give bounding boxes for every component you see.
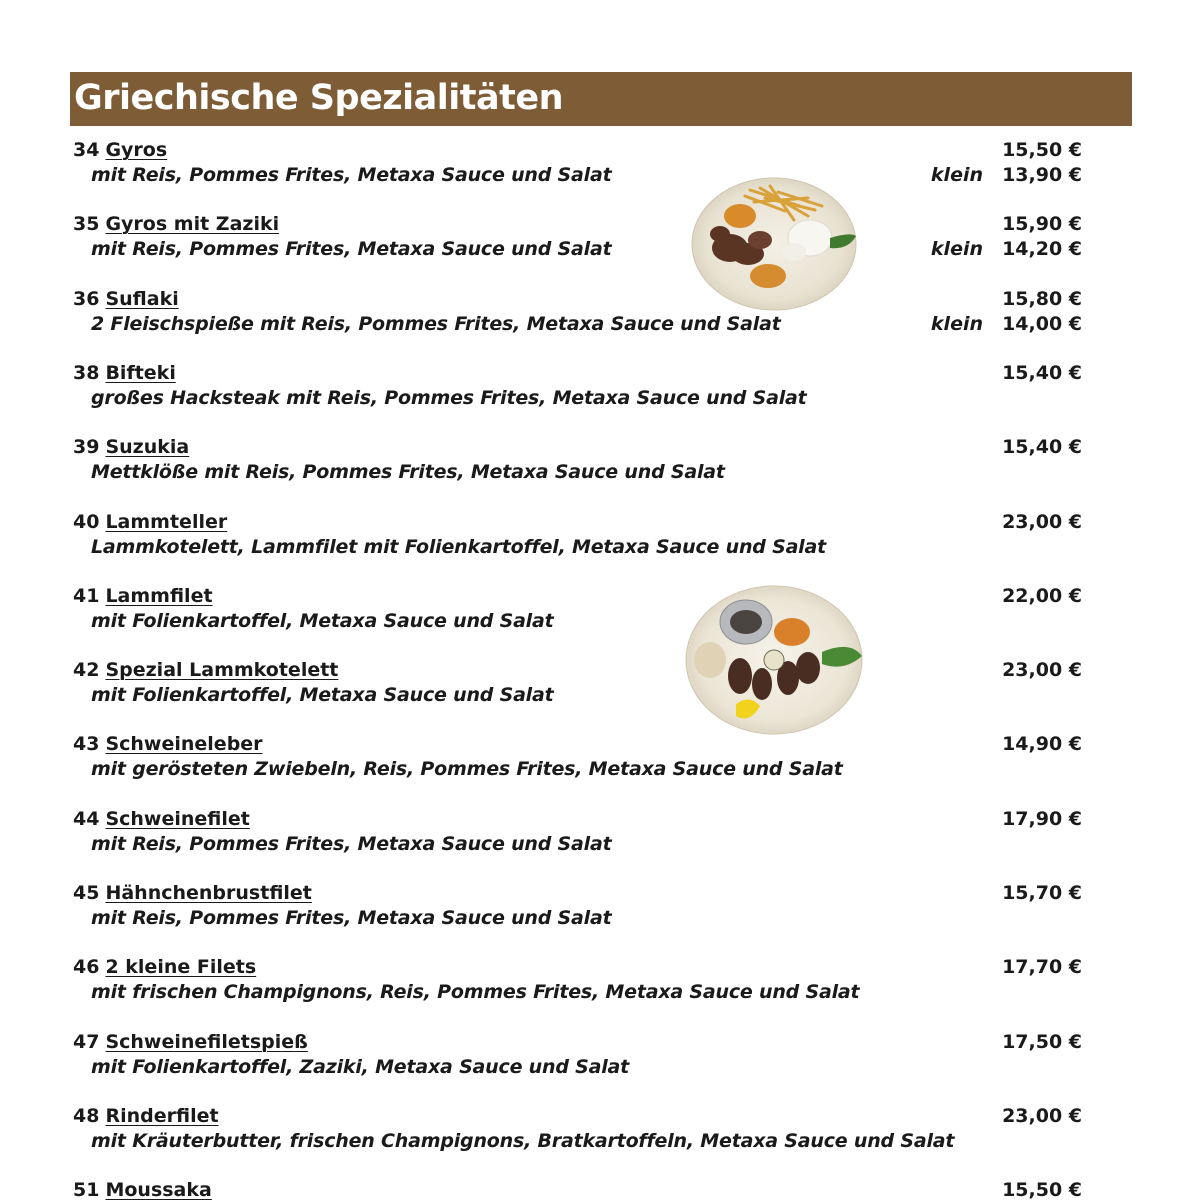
item-title (73, 1030, 308, 1054)
item-title (73, 287, 179, 311)
small-portion-label: klein (930, 238, 983, 260)
item-price: 15,50 € (1002, 1179, 1082, 1200)
item-price: 15,50 € (1002, 139, 1082, 161)
item-name: Bifteki (105, 362, 176, 384)
menu-item (0, 584, 1200, 644)
item-name: Lammteller (105, 511, 228, 533)
item-number: 48 (73, 1105, 100, 1127)
item-price: 17,90 € (1002, 808, 1082, 830)
item-name: Lammfilet (105, 585, 213, 607)
item-title (73, 732, 263, 756)
item-description: mit gerösteten Zwiebeln, Reis, Pommes Frites, Metaxa Sauce und Salat (91, 758, 843, 780)
item-name: Hähnchenbrustfilet (105, 882, 312, 904)
menu-item (0, 361, 1200, 421)
item-number: 45 (73, 882, 100, 904)
section-title: Griechische Spezialitäten (74, 78, 564, 118)
item-price: 23,00 € (1002, 1105, 1082, 1127)
item-name: Spezial Lammkotelett (105, 659, 339, 681)
item-price: 17,50 € (1002, 1031, 1082, 1053)
item-price: 15,40 € (1002, 362, 1082, 384)
item-price: 15,80 € (1002, 288, 1082, 310)
item-number: 47 (73, 1031, 100, 1053)
item-price: 15,70 € (1002, 882, 1082, 904)
item-number: 38 (73, 362, 100, 384)
item-description: mit Folienkartoffel, Metaxa Sauce und Salat (91, 610, 554, 632)
item-name: Rinderfilet (105, 1105, 219, 1127)
item-description: großes Hacksteak mit Reis, Pommes Frites, Metaxa Sauce und Salat (91, 387, 807, 409)
item-price: 23,00 € (1002, 659, 1082, 681)
item-number: 40 (73, 511, 100, 533)
menu-item (0, 658, 1200, 718)
item-price: 14,90 € (1002, 733, 1082, 755)
item-description: 2 Fleischspieße mit Reis, Pommes Frites, Metaxa Sauce und Salat (91, 313, 781, 335)
item-number: 44 (73, 808, 100, 830)
item-name: Suflaki (105, 288, 179, 310)
gyros-plate-photo (690, 176, 860, 312)
item-description: mit Reis, Pommes Frites, Metaxa Sauce und Salat (91, 907, 612, 929)
item-name: Schweinefiletspieß (105, 1031, 308, 1053)
menu-item (0, 955, 1200, 1015)
item-description: mit Folienkartoffel, Zaziki, Metaxa Sauce und Salat (91, 1056, 630, 1078)
item-price: 23,00 € (1002, 511, 1082, 533)
item-name: Schweinefilet (105, 808, 250, 830)
item-price: 15,90 € (1002, 213, 1082, 235)
item-number: 51 (73, 1179, 100, 1200)
item-name: 2 kleine Filets (105, 956, 257, 978)
item-title (73, 955, 256, 979)
item-description: mit Folienkartoffel, Metaxa Sauce und Salat (91, 684, 554, 706)
item-number: 42 (73, 659, 100, 681)
item-description: Mettklöße mit Reis, Pommes Frites, Metaxa Sauce und Salat (91, 461, 725, 483)
menu-item (0, 881, 1200, 941)
item-name: Moussaka (105, 1179, 212, 1200)
menu-item (0, 1030, 1200, 1090)
menu-item (0, 732, 1200, 792)
item-number: 43 (73, 733, 100, 755)
small-portion-label: klein (930, 313, 983, 335)
item-title (73, 1104, 219, 1128)
item-number: 35 (73, 213, 100, 235)
item-title (73, 510, 227, 534)
item-number: 41 (73, 585, 100, 607)
item-description: mit Kräuterbutter, frischen Champignons, Bratkartoffeln, Metaxa Sauce und Salat (91, 1130, 955, 1152)
item-description: Lammkotelett, Lammfilet mit Folienkartoffel, Metaxa Sauce und Salat (91, 536, 827, 558)
item-title (73, 881, 312, 905)
item-price: 22,00 € (1002, 585, 1082, 607)
menu-item (0, 1104, 1200, 1164)
item-price: 17,70 € (1002, 956, 1082, 978)
menu-item (0, 287, 1200, 347)
small-portion-price: 14,20 € (1002, 238, 1082, 260)
small-portion-label: klein (930, 164, 983, 186)
small-portion-price: 14,00 € (1002, 313, 1082, 335)
item-title (73, 435, 189, 459)
menu-item (0, 807, 1200, 867)
item-number: 46 (73, 956, 100, 978)
item-name: Schweineleber (105, 733, 263, 755)
menu-item (0, 138, 1200, 198)
menu-item (0, 510, 1200, 570)
item-title (73, 138, 167, 162)
item-number: 36 (73, 288, 100, 310)
item-name: Gyros mit Zaziki (105, 213, 280, 235)
item-name: Gyros (105, 139, 168, 161)
menu-item (0, 435, 1200, 495)
item-description: mit frischen Champignons, Reis, Pommes Frites, Metaxa Sauce und Salat (91, 981, 860, 1003)
item-number: 34 (73, 139, 100, 161)
section-header (70, 72, 1132, 126)
item-title (73, 658, 338, 682)
menu-item (0, 212, 1200, 272)
item-name: Suzukia (105, 436, 190, 458)
item-description: mit Reis, Pommes Frites, Metaxa Sauce und Salat (91, 238, 612, 260)
lamb-plate-photo (684, 584, 864, 736)
item-title (73, 584, 213, 608)
item-title (73, 807, 250, 831)
item-number: 39 (73, 436, 100, 458)
item-title (73, 361, 176, 385)
menu-item (0, 1178, 1200, 1200)
item-price: 15,40 € (1002, 436, 1082, 458)
item-title (73, 212, 279, 236)
item-description: mit Reis, Pommes Frites, Metaxa Sauce und Salat (91, 164, 612, 186)
item-title (73, 1178, 212, 1200)
item-description: mit Reis, Pommes Frites, Metaxa Sauce und Salat (91, 833, 612, 855)
small-portion-price: 13,90 € (1002, 164, 1082, 186)
